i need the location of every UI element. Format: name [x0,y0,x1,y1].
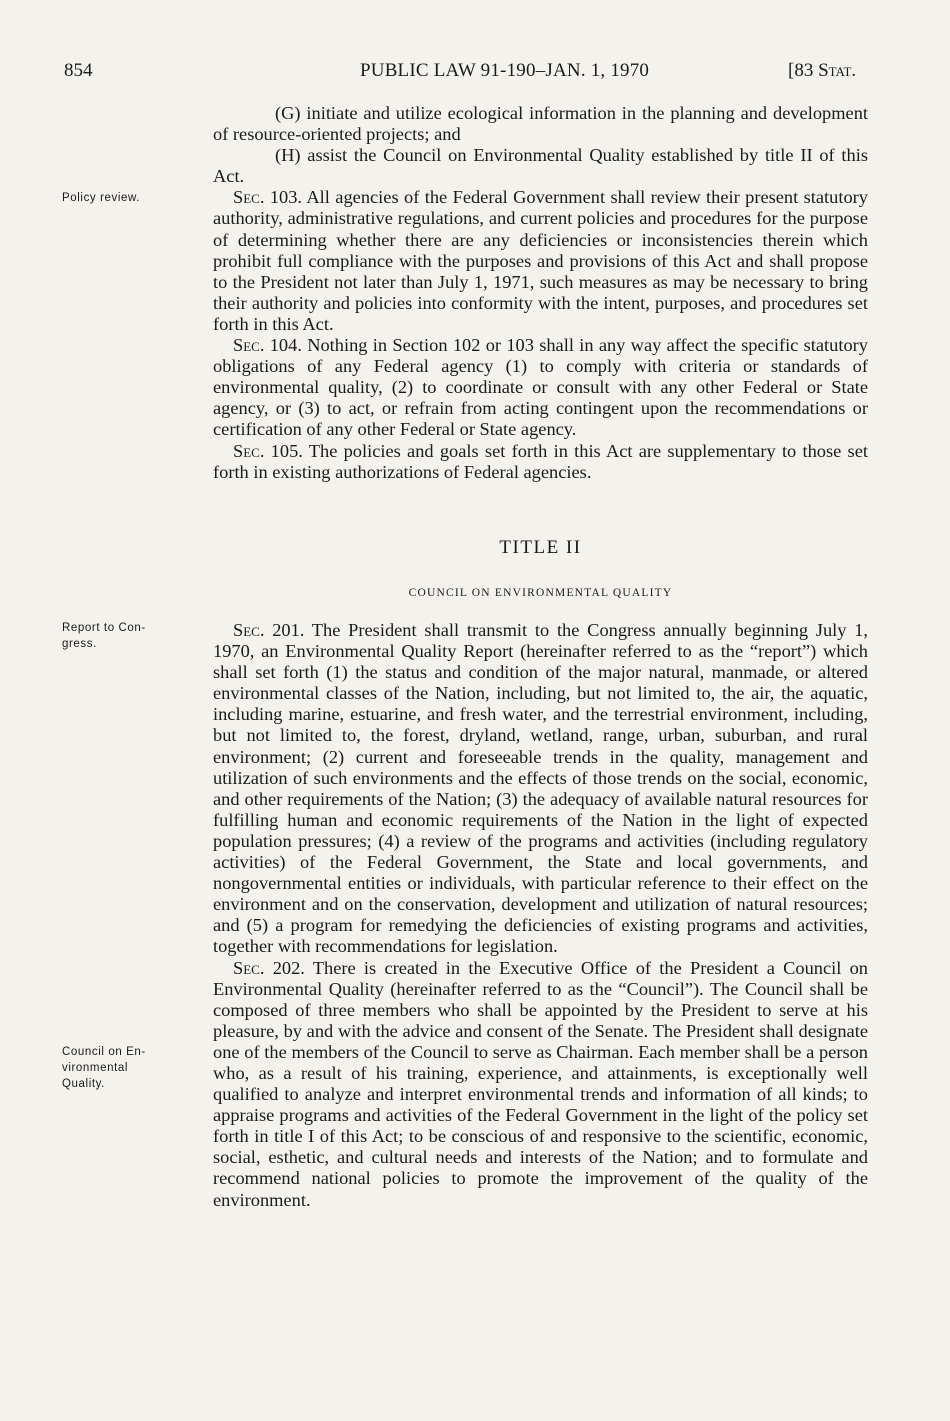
section-104 [213,335,868,440]
margin-note-report-to-congress [62,620,202,652]
section-label: Sec. [233,620,265,640]
margin-note-line: Quality. [62,1078,105,1090]
section-label: Sec. [233,440,265,461]
section-text: 104. Nothing in Section 102 or 103 shall in any way affect the specific statutory obligations of any Federal agency (1) to comply with criteria or standards of environmental quality, (2) to coordinate or consult with any other Federal or State agency, or (3) to act, or refrain from acting contingent upon the recommendations or certification of any other Federal or State agency. [213,335,868,440]
running-title: PUBLIC LAW 91-190–JAN. 1, 1970 [360,60,650,81]
margin-note-policy-review: Policy review. [62,192,141,204]
section-label: Sec. [233,187,265,208]
section-text: 202. There is created in the Executive Office of the President a Council on Environmental Quality (hereinafter referred to as the “Council”). The Council shall be composed of three members who shall be appointed by the President to serve at his pleasure, by and with the advice and consent of the Senate. The President shall designate one of the members of the Council to serve as Chairman. Each member shall be a person who, as a result of his training, experience, and attainments, is exceptionally well qualified to analyze and interpret environmental trends and information of all kinds; to appraise programs and activities of the Federal Government in the light of the policy set forth in title I of this Act; to be conscious of and responsive to the scientific, economic, social, esthetic, and cultural needs and interests of the Nation; and to formulate and recommend national policies to promote the improvement of the quality of the environment. [213,957,868,1210]
body-text-bottom [213,620,868,1211]
margin-note-line: Council on En- [62,1046,146,1058]
section-103 [213,187,868,335]
page-number: 854 [64,60,93,81]
section-label: Sec. [233,335,265,356]
margin-note-line: vironmental [62,1062,129,1074]
paragraph-g: (G) initiate and utilize ecological information in the planning and development of resource-oriented projects; and [213,103,868,145]
statute-word: Stat. [818,60,857,81]
statute-reference [788,60,856,82]
title-subheading: COUNCIL ON ENVIRONMENTAL QUALITY [408,587,673,599]
section-label: Sec. [233,957,265,978]
section-202 [213,958,868,1211]
margin-note-council [62,1044,202,1092]
section-text: 103. All agencies of the Federal Government shall review their present statutory authority, administrative regulations, and current policies and procedures for the purpose of determining whether there are any deficiencies or inconsistencies therein which prohibit full compliance with the purposes and provisions of this Act and shall propose to the President not later than July 1, 1971, such measures as may be necessary to bring their authority and policies into conformity with the intent, purposes, and procedures set forth in this Act. [213,187,868,334]
title-heading: TITLE II [499,537,582,558]
margin-note-line: Report to Con- [62,622,146,634]
section-text: 105. The policies and goals set forth in this Act are supplementary to those set forth in existing authorizations of Federal agencies. [213,440,868,482]
section-text: 201. The President shall transmit to the Congress annually beginning July 1, 1970, an Environmental Quality Report (hereinafter referred to as the “report”) which shall set forth (1) the status and condition of the major natural, manmade, or altered environmental classes of the Nation, including, but not limited to, the air, the aquatic, including marine, estuarine, and fresh water, and the terrestrial environment, including, but not limited to, the forest, dryland, wetland, range, urban, suburban, and rural environment; (2) current and foreseeable trends in the quality, management and utilization of such environments and the effects of those trends on the social, economic, and other requirements of the Nation; (3) the adequacy of available natural resources for fulfilling human and economic requirements of the Nation in the light of expected population pressures; (4) a review of the programs and activities (including regulatory activities) of the Federal Government, the State and local governments, and nongovernmental entities or individuals, with particular reference to their effect on the environment and on the conservation, development and utilization of natural resources; and (5) a program for remedying the deficiencies of existing programs and activities, together with recommendations for legislation. [213,620,868,957]
section-201 [213,620,868,958]
paragraph-h: (H) assist the Council on Environmental Quality established by title II of this Act. [213,145,868,187]
section-105 [213,441,868,483]
body-text-top [213,103,868,483]
margin-note-line: gress. [62,638,97,650]
statute-prefix: [83 [788,60,819,81]
